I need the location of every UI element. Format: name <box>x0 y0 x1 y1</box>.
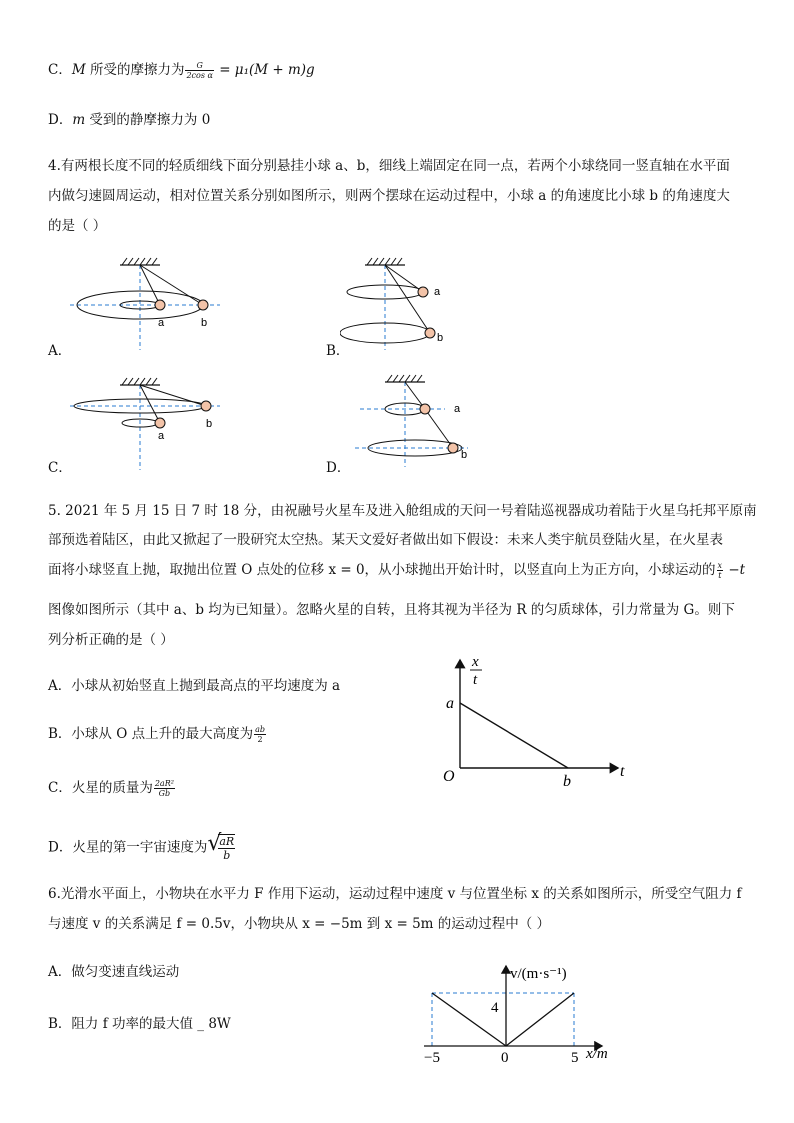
q6-option-a: A．做匀变速直线运动 <box>48 964 180 980</box>
q5-option-b: B．小球从 O 点上升的最大高度为 $\frac{ab}{2}$ <box>48 725 265 744</box>
q5-xt-t-graph <box>430 648 640 793</box>
svg-text:t: t <box>473 672 478 688</box>
svg-text:b: b <box>206 418 213 430</box>
q4-figure-c <box>60 375 230 475</box>
svg-text:b: b <box>563 773 571 790</box>
svg-text:−5: −5 <box>424 1050 440 1066</box>
q5-stem-line1: 5. 2021 年 5 月 15 日 7 时 18 分，由祝融号火星车及进入舱组成的天问一号着陆巡视器成功着陆于火星乌托邦平原南 <box>48 503 757 519</box>
q4-option-b-label: B． <box>326 343 350 359</box>
svg-text:O: O <box>443 768 455 785</box>
v-x-line <box>432 993 574 1046</box>
svg-text:b: b <box>461 449 468 461</box>
q5-option-c: C．火星的质量为 $\frac{\text{2aR²}}{Gb}$ <box>48 779 174 798</box>
svg-text:0: 0 <box>501 1050 509 1066</box>
svg-text:4: 4 <box>491 1000 499 1016</box>
svg-text:a: a <box>158 317 165 329</box>
q5-option-a: A．小球从初始竖直上抛到最高点的平均速度为 a <box>48 678 341 694</box>
ball-b <box>198 300 208 310</box>
q4-figure-a <box>60 255 230 355</box>
xt-line <box>460 703 568 768</box>
svg-text:x/m: x/m <box>586 1046 608 1062</box>
q4-stem-line2: 内做匀速圆周运动，相对位置关系分别如图所示，则两个摆球在运动过程中，小球 a 的角速度比小球 b 的角速度大 <box>48 188 730 204</box>
q5-stem-line4: 图像如图所示（其中 a、b 均为已知量）。忽略火星的自转，且将其视为半径为 R 的匀质球体，引力常量为 G。则下 <box>48 602 735 618</box>
q6-v-x-graph <box>418 958 628 1068</box>
q4-option-c-label: C． <box>48 460 72 476</box>
q4-figure-d <box>350 372 480 472</box>
q4-stem-line1: 4.有两根长度不同的轻质细线下面分别悬挂小球 a、b，细线上端固定在同一点，若两个小球绕同一竖直轴在水平面 <box>48 158 730 174</box>
svg-text:a: a <box>454 403 461 415</box>
q4-stem-line3: 的是（ ） <box>48 218 107 234</box>
svg-text:t: t <box>620 763 625 780</box>
svg-text:x: x <box>472 654 479 670</box>
q5-stem-line2: 部预选着陆区，由此又掀起了一股研究太空热。某天文爱好者做出如下假设：未来人类宇航员登陆火星，在火星表 <box>48 532 723 548</box>
q4-option-d-label: D． <box>326 460 351 476</box>
q5-stem-line5: 列分析正确的是（ ） <box>48 632 174 648</box>
ball-a <box>155 300 165 310</box>
svg-text:a: a <box>434 286 441 298</box>
q3-option-d: D．m 受到的静摩擦力为 0 <box>48 112 211 128</box>
q5-option-d: D．火星的第一宇宙速度为 √ $\frac{aR}{b}$ <box>48 831 235 862</box>
q4-figure-b <box>340 255 470 355</box>
svg-text:b: b <box>437 332 444 344</box>
svg-text:a: a <box>446 695 454 712</box>
q5-stem-line3: 面将小球竖直上抛，取抛出位置 O 点处的位移 x = 0，从小球抛出开始计时，以竖直向上为正方向，小球运动的 $\frac{x}{t}$ −t <box>48 561 746 580</box>
q6-option-b: B．阻力 f 功率的最大值 _ 8W <box>48 1016 231 1032</box>
svg-text:a: a <box>158 430 165 442</box>
q6-stem-line2: 与速度 v 的关系满足 f = 0.5v，小物块从 x = −5m 到 x = 5m 的运动过程中（ ） <box>48 916 551 932</box>
svg-text:5: 5 <box>571 1050 579 1066</box>
q6-stem-line1: 6.光滑水平面上，小物块在水平力 F 作用下运动，运动过程中速度 v 与位置坐标 x 的关系如图所示，所受空气阻力 f <box>48 886 742 902</box>
q4-option-a-label: A． <box>48 343 72 359</box>
svg-text:v/(m·s⁻¹): v/(m·s⁻¹) <box>510 966 567 982</box>
q3-option-c: C．M 所受的摩擦力为 $\frac{G}{\text{2cos α}}$ = μ₁(M + m)g <box>48 61 315 80</box>
svg-text:b: b <box>201 317 208 329</box>
